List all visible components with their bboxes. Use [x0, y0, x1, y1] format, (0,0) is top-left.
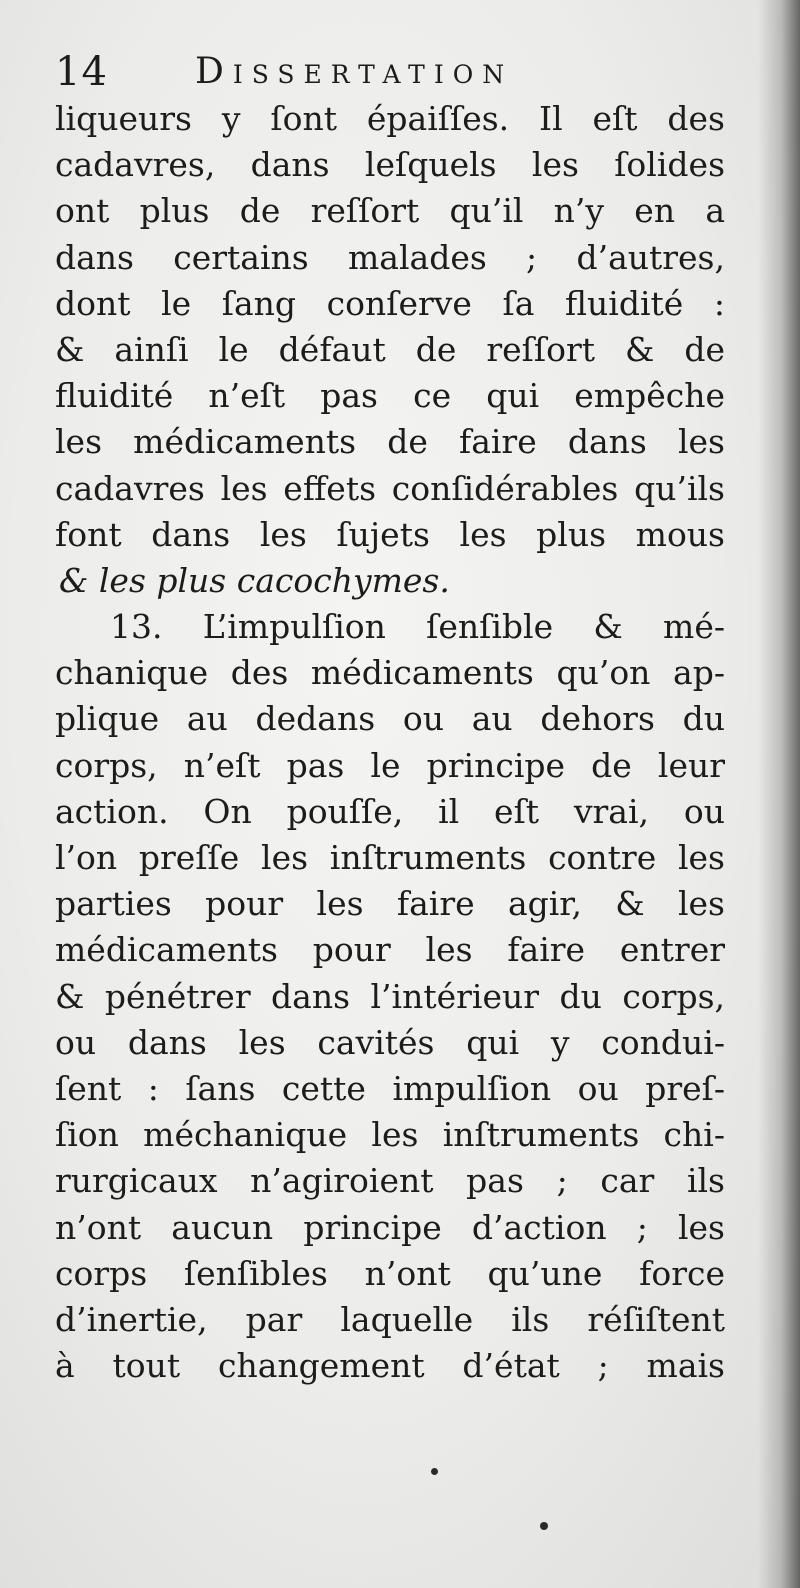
text-line: ſent : ſans cette impulſion ou preſ-	[55, 1068, 725, 1108]
paragraph-start-line: 13. L’impulſion ſenſible & mé-	[110, 607, 725, 647]
text-line: d’inertie, par laquelle ils réſiſtent	[55, 1299, 725, 1339]
text-line: dans certains malades ; d’autres,	[55, 237, 725, 277]
body-text	[55, 96, 725, 1389]
text-line: & pénétrer dans l’intérieur du corps,	[55, 976, 725, 1016]
text-line: corps, n’eſt pas le principe de leur	[55, 745, 725, 785]
ink-speck	[431, 1468, 438, 1475]
text-line: médicaments pour les faire entrer	[55, 930, 725, 970]
text-line: ſion méchanique les inſtruments chi-	[55, 1115, 725, 1155]
text-line: corps ſenſibles n’ont qu’une force	[55, 1253, 725, 1293]
text-line: cadavres les effets conſidérables qu’ils	[55, 468, 725, 508]
text-line: dont le ſang conſerve ſa fluidité :	[55, 283, 725, 323]
text-line: font dans les ſujets les plus mous	[55, 514, 725, 554]
text-line: cadavres, dans leſquels les ſolides	[55, 145, 725, 185]
page-number: 14	[55, 49, 108, 95]
text-line: à tout changement d’état ; mais	[55, 1346, 725, 1386]
text-line: parties pour les faire agir, & les	[55, 884, 725, 924]
page-header	[55, 40, 735, 100]
text-line: n’ont aucun principe d’action ; les	[55, 1207, 725, 1247]
text-line: ou dans les cavités qui y condui-	[55, 1022, 725, 1062]
text-line: liqueurs y ſont épaiſſes. Il eſt des	[55, 99, 725, 138]
page-gutter-shadow	[758, 0, 800, 1588]
text-line: l’on preſſe les inſtruments contre les	[55, 838, 725, 877]
ink-speck	[540, 1522, 548, 1530]
text-line: rurgicaux n’agiroient pas ; car ils	[55, 1161, 725, 1201]
text-line: chanique des médicaments qu’on ap-	[55, 653, 725, 693]
text-line: ont plus de reſſort qu’il n’y en a	[55, 191, 725, 231]
text-line: fluidité n’eſt pas ce qui empêche	[55, 376, 725, 416]
text-line: action. On pouſſe, il eſt vrai, ou	[55, 791, 725, 831]
text-line: & ainſi le défaut de reſſort & de	[55, 329, 725, 369]
running-title: Dissertation	[195, 51, 514, 92]
text-line: les médicaments de faire dans les	[55, 422, 725, 462]
text-line-italic: & les plus cacochymes.	[59, 560, 450, 600]
text-line: plique au dedans ou au dehors du	[55, 699, 725, 739]
